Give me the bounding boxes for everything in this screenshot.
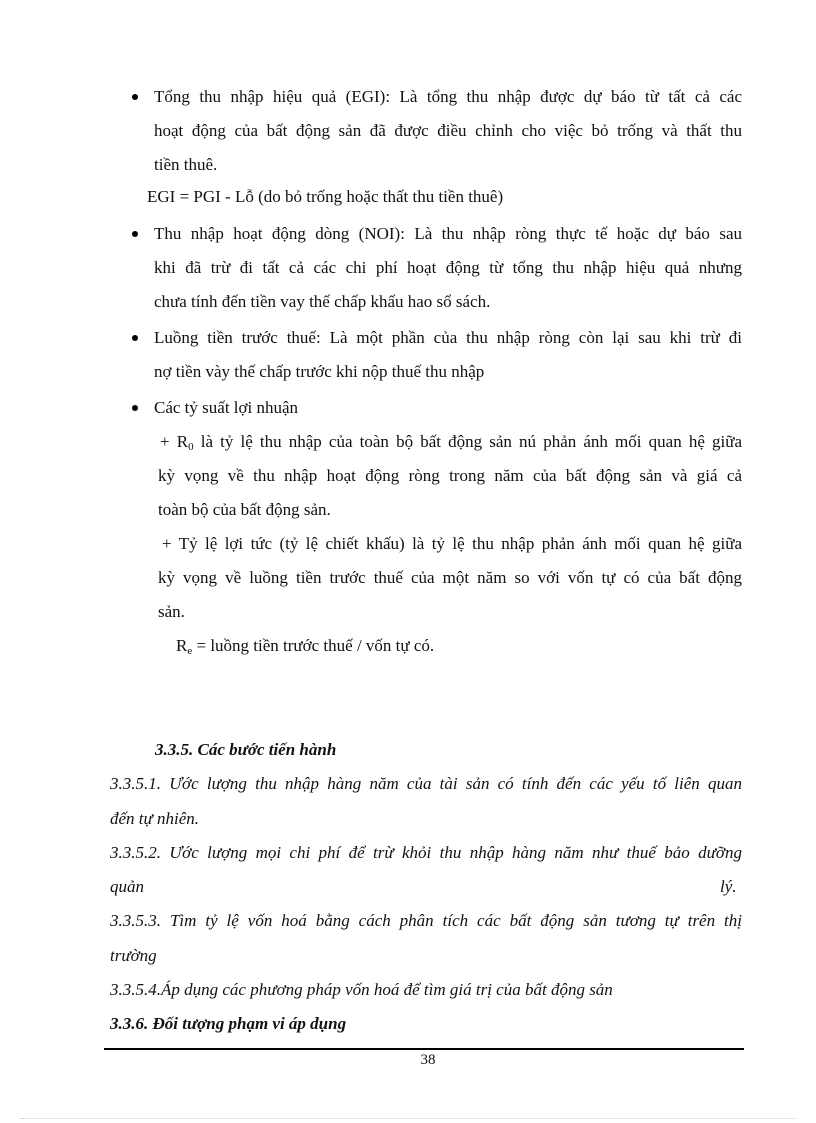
egi-line-1: Tổng thu nhập hiệu quả (EGI): Là tổng thu nhập được dự báo từ tất cả các [154, 87, 742, 106]
re-prefix: R [176, 636, 188, 655]
step-2-line-2-right: lý. [720, 877, 737, 896]
bullet-dot [132, 405, 138, 411]
step-4-line-1: 3.3.5.4.Áp dụng các phương pháp vốn hoá để tìm giá trị của bất động sản [110, 980, 613, 999]
cashflow-line-2: nợ tiền vày thế chấp trước khi nộp thuế thu nhập [154, 362, 485, 381]
r0-prefix: + R [160, 432, 189, 451]
re-rest: = luồng tiền trước thuế / vốn tự có. [192, 636, 435, 655]
section-335-title: 3.3.5. Các bước tiến hành [155, 740, 337, 759]
r0-line-2: kỳ vọng về thu nhập hoạt động ròng trong năm của bất động sản và giá cả [158, 466, 742, 485]
step-3-line-1: 3.3.5.3. Tìm tỷ lệ vốn hoá bằng cách phân tích các bất động sản tương tự trên thị [110, 911, 742, 930]
step-2-line-1: 3.3.5.2. Ước lượng mọi chi phí để trừ khỏi thu nhập hàng năm như thuế bảo dưỡng [110, 843, 742, 862]
re-formula [176, 635, 434, 657]
step-3-line-2: trường [110, 946, 157, 965]
egi-formula: EGI = PGI - Lỗ (do bỏ trống hoặc thất thu tiền thuê) [147, 187, 504, 206]
yield-line-2: kỳ vọng về luồng tiền trước thuế của một năm so với vốn tự có của bất động [158, 568, 742, 587]
cashflow-line-1: Luồng tiền trước thuế: Là một phần của thu nhập ròng còn lại sau khi trừ đi [154, 328, 742, 347]
bullet-dot [132, 231, 138, 237]
page-edge-divider [20, 1118, 796, 1119]
footer-rule [104, 1048, 744, 1050]
bullet-dot [132, 335, 138, 341]
section-336-title: 3.3.6. Đối tượng phạm vi áp dụng [110, 1014, 347, 1033]
page-number: 38 [420, 1052, 436, 1068]
egi-line-2: hoạt động của bất động sản đã được điều chỉnh cho việc bỏ trống và thất thu [154, 121, 742, 140]
noi-line-3: chưa tính đến tiền vay thế chấp khấu hao sổ sách. [154, 292, 491, 311]
r0-line-1 [160, 431, 742, 453]
bullet-dot [132, 94, 138, 100]
yield-line-3: sản. [158, 602, 185, 621]
egi-line-3: tiền thuê. [154, 155, 218, 174]
re-subscript: e [187, 645, 193, 657]
r0-subscript: 0 [188, 441, 194, 453]
noi-line-1: Thu nhập hoạt động dòng (NOI): Là thu nhập ròng thực tế hoặc dự báo sau [154, 224, 742, 243]
r0-line-3: toàn bộ của bất động sản. [158, 500, 331, 519]
step-1-line-1: 3.3.5.1. Ước lượng thu nhập hàng năm của tài sản có tính đến các yếu tố liên quan [110, 774, 742, 793]
step-2-line-2-left: quản [110, 877, 144, 896]
noi-line-2: khi đã trừ đi tất cả các chi phí hoạt động từ tổng thu nhập hiệu quả nhưng [154, 258, 742, 277]
step-1-line-2: đến tự nhiên. [110, 809, 200, 828]
yield-line-1: + Tỷ lệ lợi tức (tỷ lệ chiết khấu) là tỷ lệ thu nhập phản ánh mối quan hệ giữa [162, 534, 742, 553]
r0-rest: là tỷ lệ thu nhập của toàn bộ bất động sản nú phản ánh mối quan hệ giữa [193, 432, 742, 451]
rates-heading: Các tỷ suất lợi nhuận [154, 398, 299, 417]
